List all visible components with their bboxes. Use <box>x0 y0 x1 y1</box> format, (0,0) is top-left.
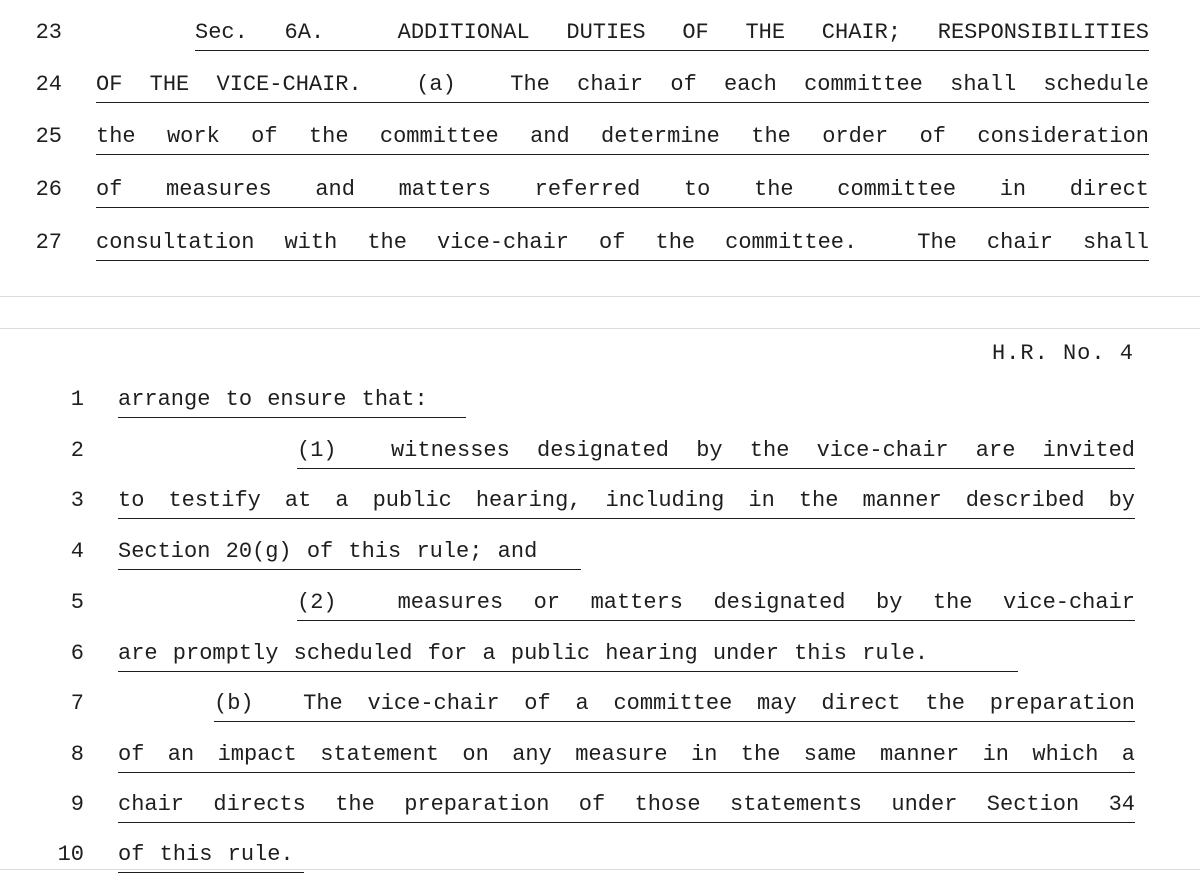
line-text: chair directs the preparation of those statements under Section 34 <box>118 788 1135 823</box>
line-number: 6 <box>70 641 84 666</box>
line-text: the work of the committee and determine the order of consideration <box>96 120 1149 155</box>
document-page-current <box>0 328 1200 870</box>
bill-identifier: H.R. No. 4 <box>991 341 1134 366</box>
document-line <box>0 687 1200 727</box>
line-text: are promptly scheduled for a public hearing under this rule. <box>118 637 1018 672</box>
line-number: 24 <box>35 72 62 97</box>
line-number: 25 <box>35 124 62 149</box>
line-text: consultation with the vice-chair of the committee. The chair shall <box>96 226 1149 261</box>
document-line <box>0 120 1200 160</box>
document-page-previous <box>0 0 1200 297</box>
line-text: Sec. 6A. ADDITIONAL DUTIES OF THE CHAIR; RESPONSIBILITIES <box>195 16 1149 51</box>
line-number: 27 <box>35 230 62 255</box>
line-text: of measures and matters referred to the committee in direct <box>96 173 1149 208</box>
line-text: OF THE VICE-CHAIR. (a) The chair of each committee shall schedule <box>96 68 1149 103</box>
line-number: 8 <box>70 742 84 767</box>
line-number: 2 <box>70 438 84 463</box>
document-line <box>0 535 1200 575</box>
line-text: to testify at a public hearing, including in the manner described by <box>118 484 1135 519</box>
line-number: 4 <box>70 539 84 564</box>
document-line <box>0 637 1200 677</box>
line-text: Section 20(g) of this rule; and <box>118 535 581 570</box>
line-number: 1 <box>70 387 84 412</box>
document-line <box>0 586 1200 626</box>
line-text: (b) The vice-chair of a committee may direct the preparation <box>214 687 1135 722</box>
line-number: 5 <box>70 590 84 615</box>
document-line <box>0 173 1200 213</box>
line-number: 26 <box>35 177 62 202</box>
line-number: 9 <box>70 792 84 817</box>
document-line <box>0 484 1200 524</box>
document-line <box>0 68 1200 108</box>
line-text: of this rule. <box>118 838 304 873</box>
line-number: 7 <box>70 691 84 716</box>
document-line <box>0 226 1200 266</box>
document-line <box>0 434 1200 474</box>
line-text: of an impact statement on any measure in the same manner in which a <box>118 738 1135 773</box>
document-line <box>0 788 1200 828</box>
line-number: 3 <box>70 488 84 513</box>
line-text: arrange to ensure that: <box>118 383 466 418</box>
document-line <box>0 16 1200 56</box>
document-line <box>0 383 1200 423</box>
line-number: 10 <box>57 842 84 867</box>
document-line <box>0 838 1200 878</box>
line-text: (1) witnesses designated by the vice-chair are invited <box>297 434 1135 469</box>
document-line <box>0 738 1200 778</box>
line-number: 23 <box>35 20 62 45</box>
page-separator <box>0 297 1200 328</box>
line-text: (2) measures or matters designated by the vice-chair <box>297 586 1135 621</box>
